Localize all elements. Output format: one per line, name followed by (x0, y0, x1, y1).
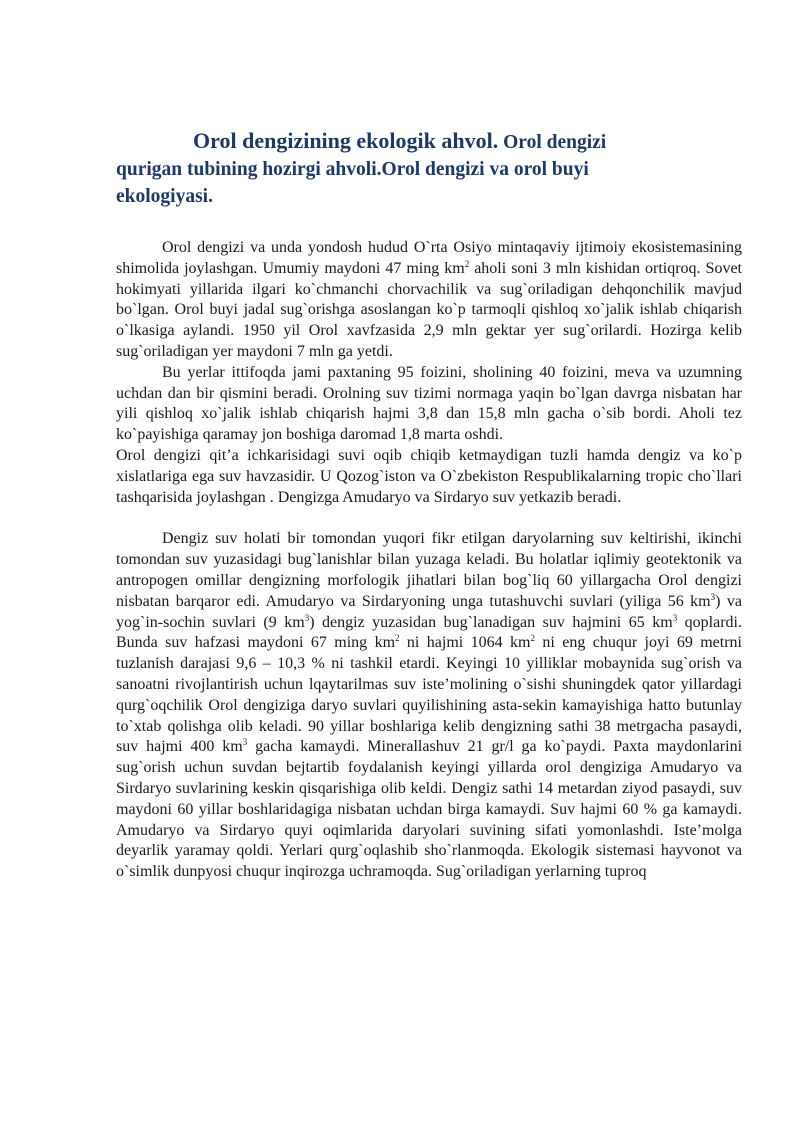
paragraph-4-text: ni hajmi 1064 km (399, 634, 531, 652)
document-heading (116, 127, 676, 210)
superscript: 3 (304, 612, 310, 623)
paragraph-4-text: ni eng chuqur joyi 69 metrni tuzlanish darajasi 9,6 – 10,3 % ni tashkil etardi. Keyingi 10 yilliklar mobaynida sug`orish va sanoatni rivojlantirish uchun lqaytarilmas suv iste’molining o`sishi shuningdek qator yillardagi qurg`oqchilik Orol dengiziga daryo suvlari quyilishining asta-sekin kamayishiga hatto butunlay to`xtab qolishga olib keladi. 90 yillar boshlariga kelib dengizning sathi 38 metrgacha pasaydi, suv hajmi 400 km (116, 634, 742, 756)
superscript: 2 (464, 258, 470, 269)
paragraph-1 (116, 238, 742, 363)
heading-lead: Orol dengizining ekologik ahvol. (193, 128, 499, 153)
paragraph-4-text: ) va yog`in-sochin suvlari (9 km (116, 592, 743, 631)
superscript: 2 (395, 633, 400, 644)
paragraph-4-text: Dengiz suv holati bir tomondan yuqori fikr etilgan daryolarning suv keltirishi, ikinchi tomondan suv yuzasidagi bug`lanishlar bilan yuzaga keladi. Bu holatlar iqlimiy geotektonik va antropogen omillar dengizning morfologik jihatlari bilan bog`liq 60 yillargacha Orol dengizi nisbatan barqaror edi. Amudaryo va Sirdaryoning unga tutashuvchi suvlari (yiliga 56 km (116, 530, 742, 610)
paragraph-4 (116, 529, 742, 883)
paragraph-4-text: ) dengiz yuzasidan bug`lanadigan suv hajmini 65 km (309, 613, 673, 631)
document-body (116, 238, 742, 883)
paragraph-4-text: gacha kamaydi. Minerallashuv 21 gr/l ga ko`paydi. Paxta maydonlarini sug`orish uchun suvdan bejtartib foydalanish keyingi yillarda orol dengiziga Amudaryo va Sirdaryo suvlarining keskin qisqarishiga olib keldi. Dengiz sathi 14 metardan ziyod pasaydi, suv maydoni 60 yillar boshlaridagiga nisbatan uchdan birga kamaydi. Suv hajmi 60 % ga kamaydi. Amudaryo va Sirdaryo quyi oqimlarida daryolari suvining sifati yomonlashdi. Iste’molga deyarlik yaramay qoldi. Yerlari qurg`oqlashib sho`rlanmoqda. Ekologik sistemasi hayvonot va o`simlik dunpyosi chuqur inqirozga uchramoqda. Sug`oriladigan yerlarning tuproq (116, 738, 743, 881)
superscript: 3 (242, 737, 248, 748)
superscript: 2 (530, 633, 535, 644)
superscript: 3 (672, 612, 678, 623)
paragraph-1-text-a: Orol dengizi va unda yondosh hudud O`rta Osiyo mintaqaviy ijtimoiy ekosistemasining shimolida joylashgan. Umumiy maydoni 47 ming km (116, 239, 742, 277)
paragraph-2: Bu yerlar ittifoqda jami paxtaning 95 foizini, sholining 40 foizini, meva va uzumning uchdan dan bir qismini beradi. Orolning suv tizimi normaga yaqin bo`lgan davrga nisbatan har yili qishloq xo`jalik ishlab chiqarish hajmi 3,8 dan 15,8 mln gacha o`sib bordi. Aholi tez ko`payishiga qaramay jon boshiga daromad 1,8 marta oshdi. (116, 363, 742, 444)
paragraph-4-text: qoplardi. Bunda suv hafzasi maydoni 67 ming km (116, 613, 743, 652)
paragraph-1-text-b: aholi soni 3 mln kishidan ortiqroq. Sovet hokimyati yillarida ilgari ko`chmanchi chorvachilik va sug`oriladigan dehqonchilik mavjud bo`lgan. Orol buyi jadal sug`orishga asoslangan ko`p tarmoqli qishloq xo`jalik ishlab chiqarish o`lkasiga aylandi. 1950 yil Orol xavfzasida 2,9 mln gektar yer sug`orilardi. Hozirga kelib sug`oriladigan yer maydoni 7 mln ga yetdi. (116, 259, 742, 360)
paragraph-3: Orol dengizi qit’a ichkarisidagi suvi oqib chiqib ketmaydigan tuzli hamda dengiz va ko`p xislatlariga ega suv havzasidir. U Qozog`iston va O`zbekiston Respublikalarning tropic cho`llari tashqarisida joylashgan . Dengizga Amudaryo va Sirdaryo suv yetkazib beradi. (116, 446, 742, 506)
heading-rest: Orol dengizi qurigan tubining hozirgi ahvoli.Orol dengizi va orol buyi ekologiyasi. (116, 132, 607, 207)
superscript: 3 (710, 591, 716, 602)
